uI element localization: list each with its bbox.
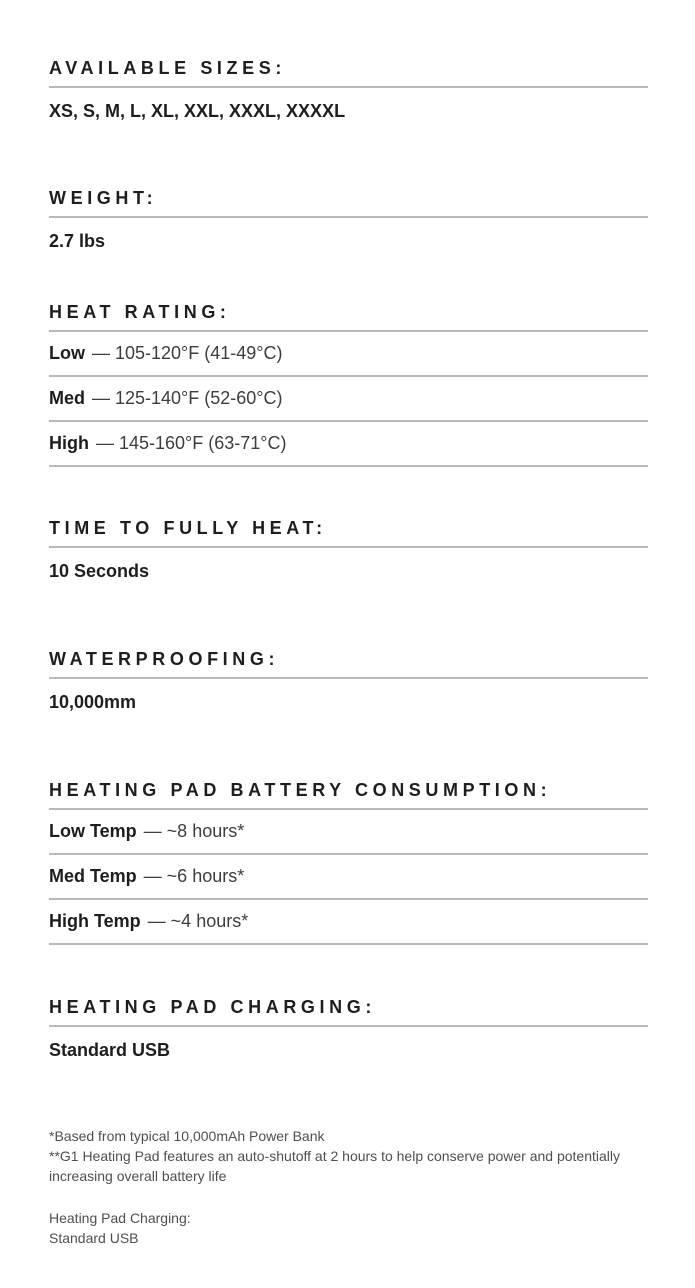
row-value: — ~4 hours* (147, 911, 249, 931)
spec-row-heat-low (49, 332, 648, 377)
section-heat-rating (49, 301, 648, 467)
title-divider (49, 1025, 648, 1027)
section-waterproofing (49, 648, 648, 713)
spec-row-battery-low (49, 810, 648, 855)
section-time-to-fully-heat (49, 517, 648, 582)
section-weight (49, 187, 648, 252)
section-value: XS, S, M, L, XL, XXL, XXXL, XXXXL (49, 101, 346, 121)
section-value: 10,000mm (49, 692, 137, 712)
row-value: — 125-140°F (52-60°C) (92, 388, 283, 408)
section-value: 2.7 lbs (49, 231, 106, 251)
section-title: AVAILABLE SIZES: (49, 58, 286, 78)
title-divider (49, 216, 648, 218)
section-title: HEAT RATING: (49, 302, 231, 322)
spec-row-heat-med (49, 377, 648, 422)
title-divider (49, 86, 648, 88)
spec-row-heat-high (49, 422, 648, 467)
footnote-charging-value: Standard USB (49, 1230, 139, 1246)
row-value: — 105-120°F (41-49°C) (92, 343, 283, 363)
row-label: Med Temp (49, 866, 137, 886)
section-title: HEATING PAD CHARGING: (49, 997, 376, 1017)
row-value: — ~6 hours* (143, 866, 245, 886)
row-label: Low Temp (49, 821, 137, 841)
row-label: High (49, 433, 89, 453)
section-value: 10 Seconds (49, 561, 150, 581)
row-label: Med (49, 388, 85, 408)
spec-row-battery-med (49, 855, 648, 900)
row-value: — ~8 hours* (143, 821, 245, 841)
section-title: HEATING PAD BATTERY CONSUMPTION: (49, 780, 552, 800)
row-label: Low (49, 343, 85, 363)
footnote-auto-shutoff: **G1 Heating Pad features an auto-shutoff at 2 hours to help conserve power and potentially increasing overall battery life (49, 1148, 620, 1184)
footnotes (49, 1126, 648, 1248)
section-title: TIME TO FULLY HEAT: (49, 518, 327, 538)
spec-row-battery-high (49, 900, 648, 945)
section-battery-consumption (49, 779, 648, 945)
section-pad-charging (49, 996, 648, 1061)
section-available-sizes (49, 57, 648, 122)
section-title: WATERPROOFING: (49, 649, 280, 669)
section-title: WEIGHT: (49, 188, 158, 208)
footnote-charging-label: Heating Pad Charging: (49, 1210, 191, 1226)
row-value: — 145-160°F (63-71°C) (96, 433, 287, 453)
title-divider (49, 546, 648, 548)
footnote-power-bank: *Based from typical 10,000mAh Power Bank (49, 1128, 325, 1144)
title-divider (49, 677, 648, 679)
section-value: Standard USB (49, 1040, 171, 1060)
row-label: High Temp (49, 911, 141, 931)
